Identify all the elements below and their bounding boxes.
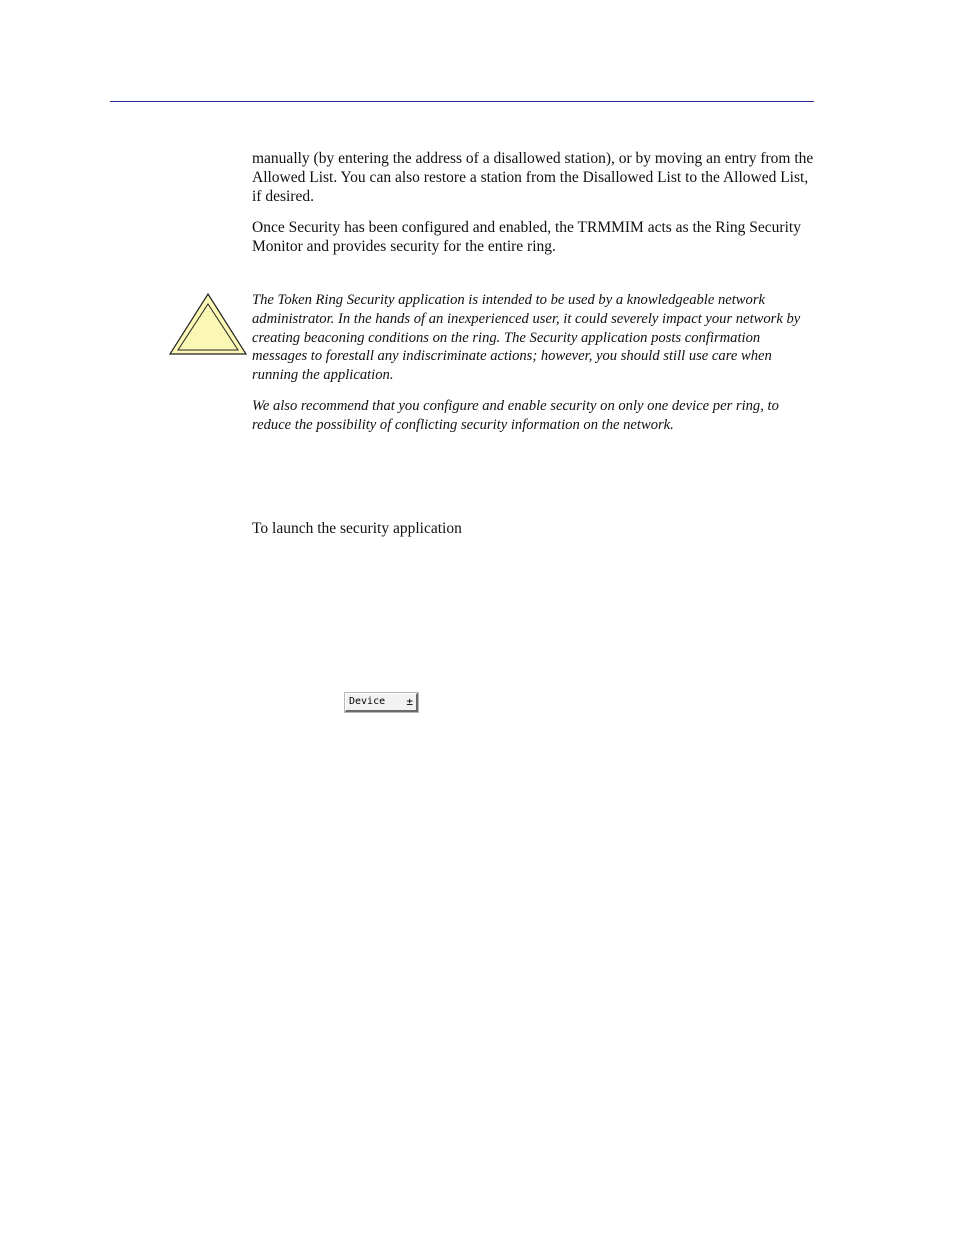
dropdown-arrow-icon: ± <box>406 695 413 708</box>
device-menu-label: Device <box>349 696 386 707</box>
caution-text-2: We also recommend that you configure and enable security on only one device per ring, to reduce the possibility of conflicting security information on the network. <box>252 398 779 433</box>
body-paragraph-1: manually (by entering the address of a disallowed station), or by moving an entry from the Allowed List. You can also restore a station from the Disallowed List to the Allowed List, if desired. <box>252 150 814 205</box>
launch-instruction: To launch the security application <box>252 520 462 537</box>
caution-text-1: The Token Ring Security application is intended to be used by a knowledgeable network administrator. In the hands of an inexperienced user, it could severely impact your network by creating beaconing conditions on the ring. The Security application posts confirmation messages to forestall any indiscriminate actions; however, you should still use care when running the application. <box>252 292 801 384</box>
body-paragraph-2: Once Security has been configured and enabled, the TRMMIM acts as the Ring Security Monitor and provides security for the entire ring. <box>252 219 801 255</box>
device-menu-button[interactable] <box>345 693 418 712</box>
caution-triangle-icon <box>168 292 248 356</box>
header-rule <box>110 101 814 102</box>
